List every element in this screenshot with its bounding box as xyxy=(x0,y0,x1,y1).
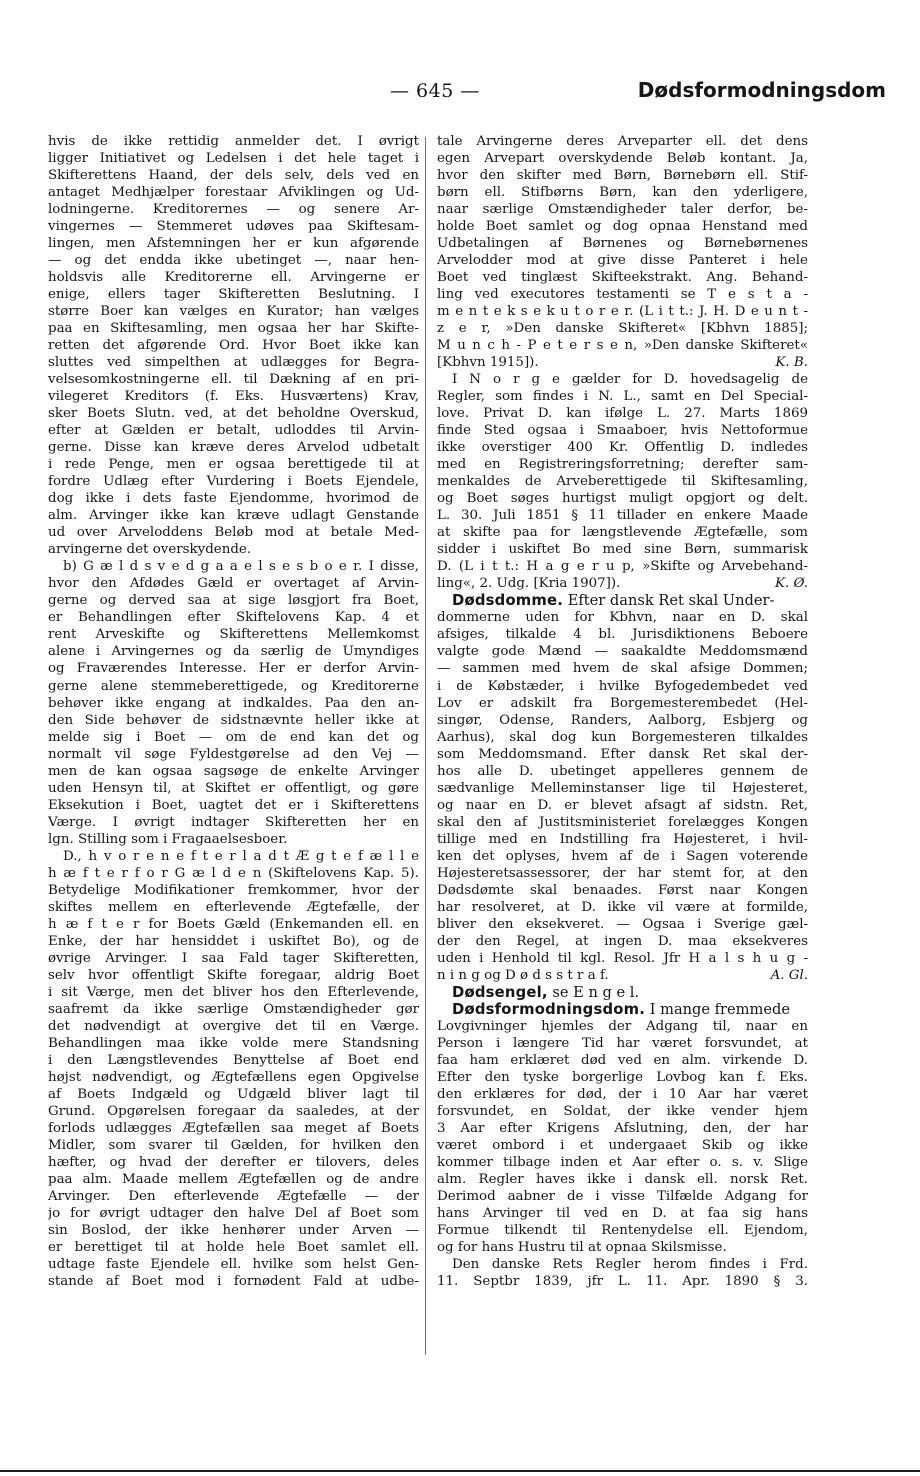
text-line: rent Arveskifte og Skifterettens Mellemkomst xyxy=(48,627,419,643)
text-line: saafremt da ikke særlige Omstændigheder gør xyxy=(48,1001,419,1017)
text-line: hans Arvinger til ved en D. at faa sig hans xyxy=(437,1205,808,1221)
text-line: Den danske Rets Regler herom findes i Frd. xyxy=(452,1257,808,1273)
text-line: forlods udlægges Ægtefællen saa meget af Boets xyxy=(48,1120,419,1136)
text-line: selv hvor offentligt Skifte foregaar, aldrig Boet xyxy=(48,967,419,983)
text-line: udtage faste Ejendele ell. hvilke som helst Gen- xyxy=(48,1257,419,1273)
text-line: Behandlingen maa ikke volde mere Standsning xyxy=(48,1035,419,1051)
text-line: singør, Odense, Randers, Aalborg, Esbjerg og xyxy=(437,712,808,728)
text-line: menkaldes de Arveberettigede til Skiftesamling, xyxy=(437,474,808,490)
text-line: øvrige Arvinger. I saa Fald tager Skifteretten, xyxy=(48,950,419,966)
text-line: h æ f t e r f o r G æ l d e n (Skiftelovens Kap. 5). xyxy=(48,865,419,881)
text-line: skiftes mellem en efterlevende Ægtefælle, der xyxy=(48,899,419,915)
text-line: love. Privat D. kan ifølge L. 27. Marts 1869 xyxy=(437,406,808,422)
text-line: M u n c h - P e t e r s e n, »Den danske Skifteret« xyxy=(437,338,808,354)
author-signature: K. B. xyxy=(775,355,808,371)
text-line: velsesomkostningerne ell. til Dækning af en pri- xyxy=(48,372,419,388)
text-line: tillige med en Indstilling fra Højesteret, i hvil- xyxy=(437,831,808,847)
text-line: og naar en D. er blevet afsagt af sidstn. Ret, xyxy=(437,797,808,813)
text-line: m e n t e k s e k u t o r e r. (L i t t.: J. H. D e u n t - xyxy=(437,304,808,320)
text-line: efter at Gælden er betalt, udloddes til Arvin- xyxy=(48,423,419,439)
headword: Dødsformodningsdom. xyxy=(452,1000,646,1018)
text-line: holdsvis alle Kreditorerne ell. Arvingerne er xyxy=(48,270,419,286)
text-line xyxy=(437,575,808,592)
text-line: kommer tilbage inden et Aar efter o. s. v. Slige xyxy=(437,1154,808,1170)
text-line: med en Registreringsforretning; derefter sam- xyxy=(437,457,808,473)
text-line: egen Arvepart overskydende Beløb kontant. Ja, xyxy=(437,151,808,167)
text-line: i de Købstæder, i hvilke Byfogedembedet ved xyxy=(437,678,808,694)
text-line: uden Hensyn til, at Skiftet er offentligt, og gøre xyxy=(48,780,419,796)
text-line: lingen, men Afstemningen her er kun afgørende xyxy=(48,236,419,252)
text-line: alene i Arvingernes og da særlig de Umyndiges xyxy=(48,644,419,660)
text-line: 3 Aar efter Krigens Afslutning, den, der har xyxy=(437,1120,808,1136)
headword: Dødsengel, xyxy=(452,983,548,1001)
text-line: det nødvendigt at overgive det til en Værge. xyxy=(48,1018,419,1034)
entry-line xyxy=(437,984,808,1001)
text-line: større Boer kan vælges en Kurator; han vælges xyxy=(48,304,419,320)
text-line: behøver ikke engang at indkaldes. Paa den an- xyxy=(48,695,419,711)
text-line: Eksekution i Boet, uagtet det er i Skifterettens xyxy=(48,797,419,813)
text-fragment: Efter dansk Ret skal Under- xyxy=(563,592,775,610)
text-line: D., h v o r e n e f t e r l a d t Æ g t e f æ l l e xyxy=(63,848,419,864)
text-line: ikke overstiger 400 Kr. Offentlig D. indledes xyxy=(437,440,808,456)
text-line: antaget Medhjælper forestaar Afviklingen og Ud- xyxy=(48,185,419,201)
text-line: hvor den Afdødes Gæld er overtaget af Arvin- xyxy=(48,576,419,592)
text-line: ligger Initiativet og Ledelsen i det hele taget i xyxy=(48,151,419,167)
text-fragment: ling«, 2. Udg. [Kria 1907]). xyxy=(437,576,621,592)
text-line: i sit Værge, men det bliver hos den Efterlevende, xyxy=(48,984,419,1000)
text-line: ling ved executores testamenti se T e s t a - xyxy=(437,287,808,303)
text-line: dommerne uden for Kbhvn, naar en D. skal xyxy=(437,610,808,626)
text-line: naar særlige Omstændigheder taler derfor, be- xyxy=(437,202,808,218)
text-line: Efter den tyske borgerlige Lovbog kan f. Eks. xyxy=(437,1069,808,1085)
text-line: Aarhus), skal dog kun Borgemesteren tilkaldes xyxy=(437,729,808,745)
author-signature: A. Gl. xyxy=(770,967,808,983)
text-line: afsiges, tilkalde 4 bl. Jurisdiktionens Beboere xyxy=(437,627,808,643)
text-line: ken det oplyses, hvem af de i Sagen voterende xyxy=(437,848,808,864)
text-line: alm. Regler haves ikke i dansk ell. norsk Ret. xyxy=(437,1171,808,1187)
text-line: normalt vil søge Fyldestgørelse ad den Vej — xyxy=(48,746,419,762)
text-line: Boet ved tinglæst Skifteekstrakt. Ang. Behand- xyxy=(437,270,808,286)
text-line: og Fraværendes Interesse. Her er derfor Arvin- xyxy=(48,661,419,677)
text-line: gerne alene stemmeberettigede, og Kreditorerne xyxy=(48,678,419,694)
text-line: Højesteretsassessorer, der har stemt for, at den xyxy=(437,865,808,881)
text-line: været ombord i et undergaaet Skib og ikke xyxy=(437,1137,808,1153)
left-column xyxy=(48,133,419,1290)
text-line: melde sig i Boet — om de end kan det og xyxy=(48,729,419,745)
text-line: Person i længere Tid har været forsvundet, at xyxy=(437,1035,808,1051)
text-line: tale Arvingerne deres Arveparter ell. det dens xyxy=(437,134,808,149)
text-line: Lov er adskilt fra Borgemesterembedet (Hel- xyxy=(437,695,808,711)
text-line: paa en Skiftesamling, men ogsaa her har Skifte- xyxy=(48,321,419,337)
text-line: i rede Penge, men er ogsaa berettigede til at xyxy=(48,457,419,473)
running-head: Dødsformodningsdom xyxy=(637,78,886,102)
text-line: bliver den eksekveret. — Ogsaa i Sverige gæl- xyxy=(437,916,808,932)
text-line: som Meddomsmand. Efter dansk Ret skal der- xyxy=(437,746,808,762)
right-column xyxy=(437,133,808,1290)
text-line: paa alm. Maade mellem Ægtefællen og de andre xyxy=(48,1171,419,1187)
author-signature: K. Ø. xyxy=(775,576,808,592)
text-fragment: se E n g e l. xyxy=(547,983,640,1001)
text-line: enige, ellers tager Skifteretten Beslutning. I xyxy=(48,287,419,303)
text-line: og Boet søges hurtigst muligt opgjort og delt. xyxy=(437,491,808,507)
text-line: der den Regel, at ingen D. maa eksekveres xyxy=(437,933,808,949)
text-line: I N o r g e gælder for D. hovedsagelig de xyxy=(452,372,808,388)
text-line: forsvundet, en Soldat, der ikke vender hjem xyxy=(437,1103,808,1119)
headword: Dødsdomme. xyxy=(452,592,564,610)
page-bottom-rule xyxy=(0,1470,920,1472)
text-line: uden i Henhold til kgl. Resol. Jfr H a l s h u g - xyxy=(437,950,808,966)
page-header xyxy=(20,78,900,112)
text-line: højst nødvendigt, og Ægtefællens egen Opgivelse xyxy=(48,1069,419,1085)
text-line: dog ikke i dets faste Ejendomme, hvorimod de xyxy=(48,491,419,507)
text-line: L. 30. Juli 1851 § 11 tillader en enkere Maade xyxy=(437,508,808,524)
text-line xyxy=(437,967,808,984)
entry-line xyxy=(437,592,808,609)
text-line: — og det endda ikke ubetinget —, naar hen- xyxy=(48,253,419,269)
text-line: Arvinger. Den efterlevende Ægtefælle — der xyxy=(48,1188,419,1204)
text-line: men de kan ogsaa sagsøge de enkelte Arvinger xyxy=(48,763,419,779)
text-line: Enke, der har hensiddet i uskiftet Bo), og de xyxy=(48,933,419,949)
text-line: gerne. Disse kan kræve deres Arvelod udbetalt xyxy=(48,440,419,456)
text-line: Lovgivninger hjemles der Adgang til, naar en xyxy=(437,1018,808,1034)
text-line: lgn. Stilling som i Fragaaelsesboer. xyxy=(48,831,288,847)
text-line: har resolveret, at D. ikke vil være at formilde, xyxy=(437,899,808,915)
text-fragment: n i n g og D ø d s s t r a f. xyxy=(437,967,609,983)
text-line: 11. Septbr 1839, jfr L. 11. Apr. 1890 § 3. xyxy=(437,1274,808,1290)
text-line: D. (L i t t.: H a g e r u p, »Skifte og Arvebehand- xyxy=(437,559,808,575)
text-line: b) G æ l d s v e d g a a e l s e s b o e r. I disse, xyxy=(63,559,419,575)
text-line: skal den af Justitsministeriet forelægges Kongen xyxy=(437,814,808,830)
text-line: børn ell. Stifbørns Børn, kan den yderligere, xyxy=(437,185,808,201)
text-line: holde Boet samlet og dog opnaa Henstand med xyxy=(437,219,808,235)
text-line: vingernes — Stemmeret udøves paa Skiftesam- xyxy=(48,219,419,235)
text-line: Grund. Opgørelsen foregaar da saaledes, at der xyxy=(48,1103,419,1119)
text-line: Værge. I øvrigt indtager Skifteretten her en xyxy=(48,814,419,830)
text-line: Dødsdømte skal benaades. Først naar Kongen xyxy=(437,882,808,898)
text-line: valgte gode Mænd — saakaldte Meddomsmænd xyxy=(437,644,808,660)
text-line: Udbetalingen af Børnenes og Børnebørnenes xyxy=(437,236,808,252)
text-line: alm. Arvinger ikke kan kræve udlagt Genstande xyxy=(48,508,419,524)
text-line: hvor den skifter med Børn, Børnebørn ell. Stif- xyxy=(437,168,808,184)
entry-line xyxy=(437,1001,808,1018)
text-line: stande af Boet mod i fornødent Fald at udbe- xyxy=(48,1274,419,1290)
text-line: er berettiget til at holde hele Boet samlet ell. xyxy=(48,1240,419,1256)
column-divider xyxy=(425,137,426,1355)
text-line: Midler, som svarer til Gælden, for hvilken den xyxy=(48,1137,419,1153)
text-line: sin Boslod, der ikke henhører under Arven — xyxy=(48,1223,419,1238)
text-line: faa ham erklæret død ved en alm. virkende D. xyxy=(437,1052,808,1068)
text-line: jo for øvrigt udtager den halve Del af Boet som xyxy=(48,1205,419,1221)
text-line: den erklæres for død, der i 10 Aar har været xyxy=(437,1086,808,1102)
text-line: af Boets Indgæld og Udgæld bliver lagt til xyxy=(48,1086,419,1102)
text-line: finde Sted ogsaa i Smaaboer, hvis Nettoformue xyxy=(437,423,808,439)
page-number: — 645 — xyxy=(390,80,480,102)
text-line: sluttes ved simpelthen at udlægges for Begra- xyxy=(48,355,419,371)
text-line: Derimod aabner de i visse Tilfælde Adgang for xyxy=(437,1188,808,1204)
text-line: fordre Udlæg efter Vurdering i Boets Ejendele, xyxy=(48,474,419,490)
text-line: hvis de ikke rettidig anmelder det. I øvrigt xyxy=(48,134,419,149)
text-line: at skifte paa for længstlevende Ægtefælle, som xyxy=(437,525,808,541)
text-line: ud over Arveloddens Beløb mod at betale Med- xyxy=(48,525,419,541)
text-line: Arvelodder mod at give disse Panteret i hele xyxy=(437,253,808,269)
text-line: retten det afgørende Ord. Hvor Boet ikke kan xyxy=(48,338,419,354)
text-fragment: [Kbhvn 1915]). xyxy=(437,355,539,371)
text-line: — sammen med hvem de skal afsige Dommen; xyxy=(437,661,808,677)
text-line: hos alle D. ubetinget appelleres gennem de xyxy=(437,763,808,779)
text-line: gerne og derved saa at sige løsgjort fra Boet, xyxy=(48,593,419,609)
text-line: sædvanlige Melleminstanser lige til Højesteret, xyxy=(437,780,808,796)
text-line: i den Længstlevendes Benyttelse af Boet end xyxy=(48,1052,419,1068)
text-line: lodningerne. Kreditorernes — og senere Ar- xyxy=(48,202,419,218)
text-line: Betydelige Modifikationer fremkommer, hvor der xyxy=(48,882,419,898)
text-line: den Side behøver de sidstnævnte heller ikke at xyxy=(48,712,419,728)
text-line: arvingerne det overskydende. xyxy=(48,542,252,558)
text-line xyxy=(437,354,808,371)
text-line: Formue tilkendt til Rentenydelse ell. Ejendom, xyxy=(437,1223,808,1238)
text-line: sker Boets Slutn. ved, at det beholdne Overskud, xyxy=(48,406,419,422)
text-fragment: I mange fremmede xyxy=(645,1000,790,1018)
text-line: Regler, som findes i N. L., samt en Del Special- xyxy=(437,389,808,405)
text-line: er Behandlingen efter Skiftelovens Kap. 4 et xyxy=(48,610,419,626)
text-line: Skifterettens Haand, der dels selv, dels ved en xyxy=(48,168,419,184)
text-line: hæfter, og hvad der derefter er tilovers, deles xyxy=(48,1154,419,1170)
text-line: og for hans Hustru til at opnaa Skilsmisse. xyxy=(437,1240,727,1256)
text-line: z e r, »Den danske Skifteret« [Kbhvn 1885]; xyxy=(437,321,808,337)
text-line: sidder i uskiftet Bo med sine Børn, summarisk xyxy=(437,542,808,558)
text-line: h æ f t e r for Boets Gæld (Enkemanden ell. en xyxy=(48,916,419,932)
text-line: vilegeret Kreditors (f. Eks. Husværtens) Krav, xyxy=(48,389,419,405)
